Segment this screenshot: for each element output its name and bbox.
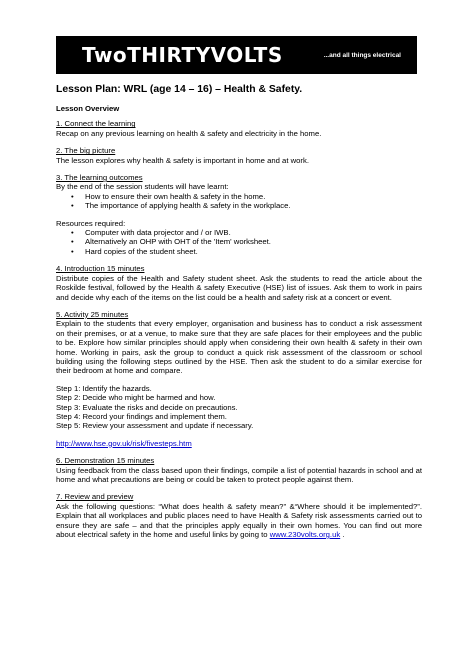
- section-heading: 4. Introduction 15 minutes: [56, 264, 145, 274]
- list-item: • The importance of applying health & safety in the workplace.: [85, 201, 422, 210]
- steps-list: [56, 384, 422, 431]
- section-text: Distribute copies of the Health and Safety student sheet. Ask the students to read the article about the Roskilde festival, followed by the Health & safety Executive (HSE) list of issues. Ask them to work in pairs and decide why each of the items on the list could be a health and safety risk at a concert or event.: [56, 273, 422, 302]
- list-item: • Computer with data projector and / or IWB.: [85, 228, 422, 237]
- list-item: • Hard copies of the student sheet.: [85, 247, 422, 256]
- section-introduction: [56, 264, 422, 302]
- review-end: .: [340, 530, 345, 540]
- list-item: Step 2: Decide who might be harmed and how.: [56, 393, 216, 403]
- list-item: Step 5: Review your assessment and update if necessary.: [56, 421, 254, 431]
- section-heading: 2. The big picture: [56, 146, 116, 156]
- section-activity: [56, 310, 422, 376]
- review-text: Ask the following questions: “What does health & safety mean?” &“Where should it be implemented?”. Explain that all workplaces and public places need to have Health & Safety risk assessments carried out to ensure they are safe – and that the principles apply equally in their own homes. You can find out more about electrical safety in the home and useful links by going to: [56, 501, 422, 540]
- section-big-picture: [56, 146, 422, 165]
- list-item: Step 4: Record your findings and implement them.: [56, 411, 227, 421]
- outcomes-list: [56, 192, 422, 211]
- section-heading: 1. Connect the learning: [56, 119, 136, 129]
- brand-tagline: ...and all things electrical: [323, 51, 401, 59]
- list-item: • How to ensure their own health & safety in the home.: [85, 192, 422, 201]
- overview-label: Lesson Overview: [56, 104, 120, 113]
- hse-link[interactable]: http://www.hse.gov.uk/risk/fivesteps.htm: [56, 438, 192, 448]
- section-text: Explain to the students that every employer, organisation and business has to conduct a risk assessment on their premises, or at a venue, to make sure that they are safe places for their employees and the public to be. Explore how similar principles should apply when considering their own health & safety in their own home. Working in pairs, ask the group to conduct a quick risk assessment of the classroom or school building using the following steps outlined by the HSE. Then ask the student to do a similar exercise for their bedroom at home and compare.: [56, 319, 422, 376]
- section-review: [56, 492, 422, 539]
- section-text: [56, 502, 422, 540]
- list-item: Step 3: Evaluate the risks and decide on precautions.: [56, 402, 238, 412]
- section-connect: [56, 119, 422, 138]
- section-text: Recap on any previous learning on health & safety and electricity in the home.: [56, 128, 322, 138]
- list-item: • Alternatively an OHP with OHT of the 'Item' worksheet.: [85, 237, 422, 246]
- brand-logo: TwoTHIRTYVOLTS: [82, 43, 283, 67]
- section-outcomes: [56, 173, 422, 211]
- section-resources: [56, 219, 422, 257]
- resources-list: [56, 228, 422, 256]
- section-heading: 6. Demonstration 15 minutes: [56, 456, 155, 466]
- header-banner: [56, 36, 417, 74]
- section-heading: 3. The learning outcomes: [56, 173, 143, 183]
- section-demonstration: [56, 456, 422, 484]
- volts-link[interactable]: www.230volts.org.uk: [269, 530, 341, 540]
- section-intro: By the end of the session students will have learnt:: [56, 182, 229, 192]
- section-text: Using feedback from the class based upon their findings, compile a list of potential hazards in school and at home and what precautions are being or could be taken to protect people against them.: [56, 465, 422, 484]
- resources-label: Resources required:: [56, 218, 126, 228]
- document-body: [56, 84, 422, 547]
- section-text: The lesson explores why health & safety is important in home and at work.: [56, 155, 309, 165]
- section-heading: 7. Review and preview: [56, 492, 134, 502]
- list-item: Step 1: Identify the hazards.: [56, 383, 152, 393]
- page-title: Lesson Plan: WRL (age 14 – 16) – Health & Safety.: [56, 84, 303, 95]
- hse-link-block: [56, 439, 422, 448]
- section-heading: 5. Activity 25 minutes: [56, 309, 129, 319]
